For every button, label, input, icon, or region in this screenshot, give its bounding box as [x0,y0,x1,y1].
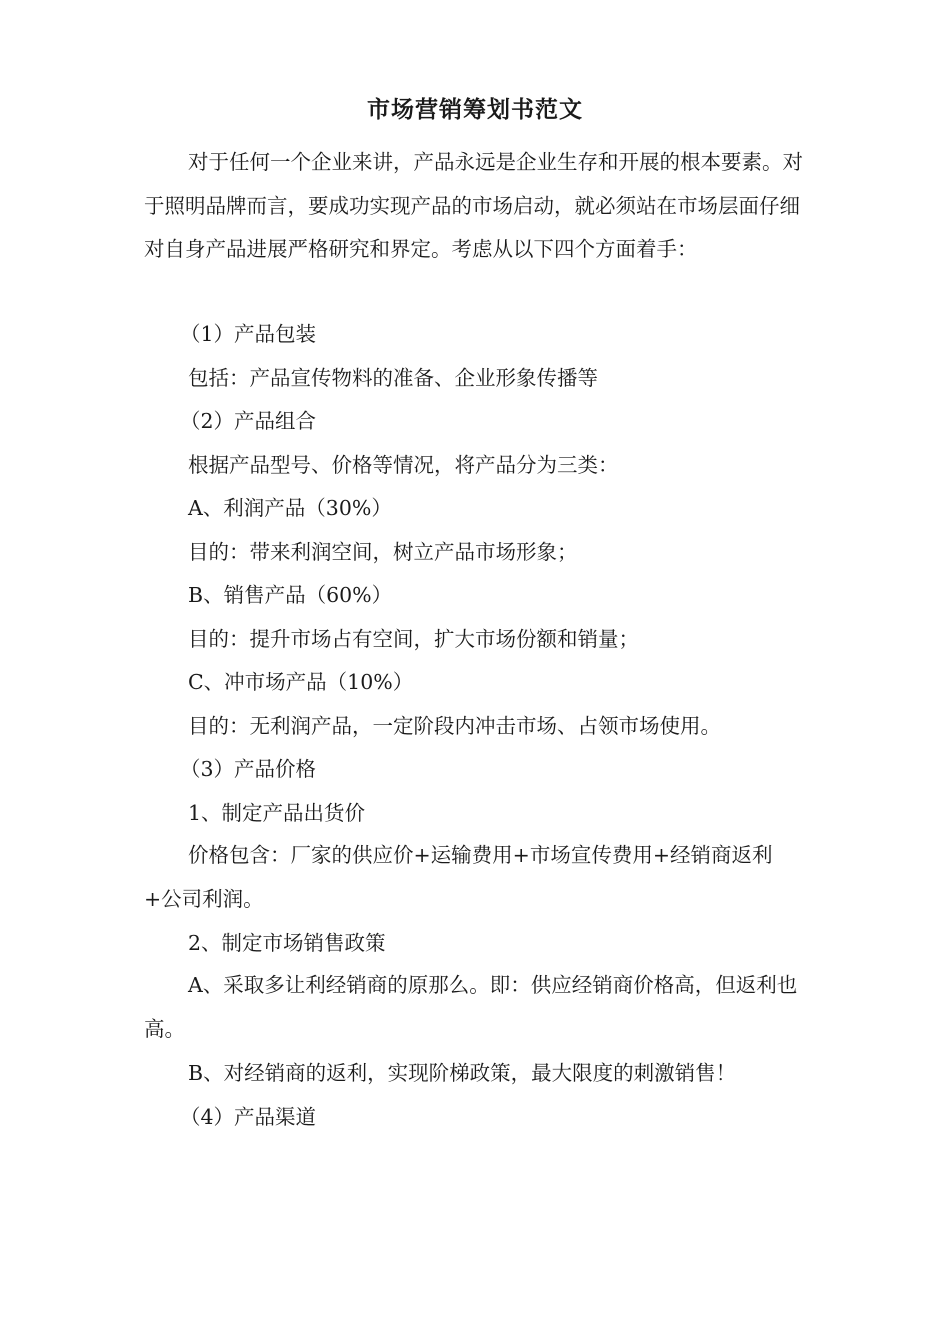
section-2-item-a: A、利润产品（30%） [188,496,392,520]
section-3-price-paragraph: 价格包含：厂家的供应价+运输费用+市场宣传费用+经销商返利+公司利润。 [144,843,773,911]
section-4-heading: （4）产品渠道 [180,1105,317,1129]
section-2-text: 根据产品型号、价格等情况，将产品分为三类： [188,453,619,477]
section-1-text: 包括：产品宣传物料的准备、企业形象传播等 [188,366,598,390]
section-3-heading: （3）产品价格 [180,757,317,781]
intro-paragraph: 对于任何一个企业来讲，产品永远是企业生存和开展的根本要素。对于照明品牌而言，要成功实现产品的市场启动，就必须站在市场层面仔细对自身产品进展严格研究和界定。考虑从以下四个方面着手： [144,150,803,261]
section-2-item-c: C、冲市场产品（10%） [188,670,414,694]
section-3-item-1: 1、制定产品出货价 [188,801,366,825]
section-2-item-c-goal: 目的：无利润产品，一定阶段内冲击市场、占领市场使用。 [188,714,721,738]
section-2-item-b: B、销售产品（60%） [188,583,393,607]
section-3-policy-a: A、采取多让利经销商的原那么。即：供应经销商价格高，但返利也高。 [144,973,798,1041]
document-title: 市场营销筹划书范文 [367,96,583,123]
section-2-heading: （2）产品组合 [180,409,317,433]
section-3-policy-b: B、对经销商的返利，实现阶梯政策，最大限度的刺激销售！ [188,1061,737,1085]
section-1-heading: （1）产品包装 [180,322,317,346]
section-2-item-b-goal: 目的：提升市场占有空间，扩大市场份额和销量； [188,627,639,651]
section-2-item-a-goal: 目的：带来利润空间，树立产品市场形象； [188,540,578,564]
section-3-item-2: 2、制定市场销售政策 [188,931,386,955]
